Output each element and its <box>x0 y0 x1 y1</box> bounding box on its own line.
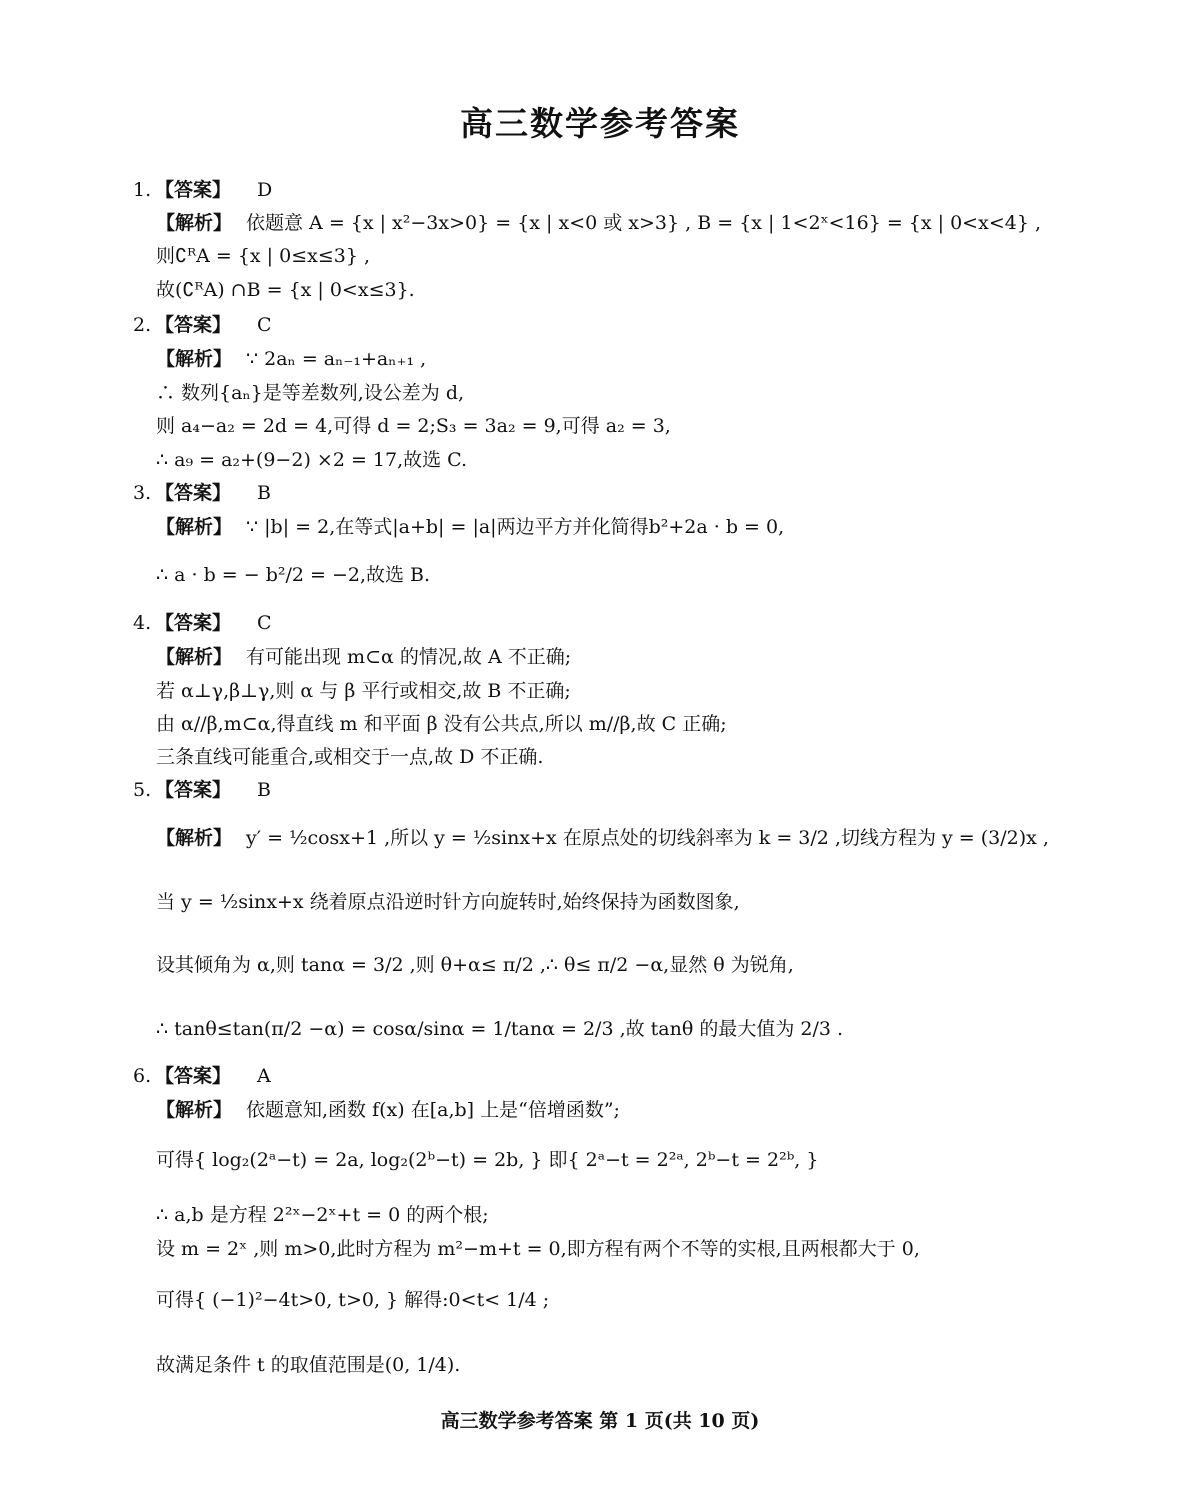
answer-value: D <box>257 179 273 201</box>
analysis-line: 可得{ log₂(2ᵃ−t) = 2a, log₂(2ᵇ−t) = 2b, } 即{ 2ᵃ−t = 2²ᵃ, 2ᵇ−t = 2²ᵇ, } <box>156 1149 819 1171</box>
answer-label: 【答案】 <box>155 612 232 634</box>
analysis-label: 【解析】 <box>156 827 233 849</box>
analysis-line <box>156 823 1049 850</box>
answer-label: 【答案】 <box>155 779 232 801</box>
analysis-label: 【解析】 <box>156 646 233 668</box>
analysis-line: 当 y = ½sinx+x 绕着原点沿逆时针方向旋转时,始终保持为函数图象, <box>156 891 740 913</box>
analysis-text: ∵ 2aₙ = aₙ₋₁+aₙ₊₁ , <box>246 348 427 370</box>
analysis-text: 依题意知,函数 f(x) 在[a,b] 上是“倍增函数”; <box>246 1099 620 1121</box>
question-header <box>133 478 271 505</box>
question-number: 1. <box>133 179 152 201</box>
analysis-line: 设其倾角为 α,则 tanα = 3/2 ,则 θ+α≤ π/2 ,∴ θ≤ π/2 −α,显然 θ 为锐角, <box>156 954 794 976</box>
question-number: 3. <box>133 482 152 504</box>
analysis-line: 三条直线可能重合,或相交于一点,故 D 不正确. <box>156 746 544 768</box>
analysis-line: ∴ 数列{aₙ}是等差数列,设公差为 d, <box>156 382 465 404</box>
analysis-line <box>156 208 1041 235</box>
analysis-label: 【解析】 <box>156 1099 233 1121</box>
analysis-line: ∴ a,b 是方程 2²ˣ−2ˣ+t = 0 的两个根; <box>156 1204 489 1226</box>
answer-label: 【答案】 <box>155 314 232 336</box>
answer-value: B <box>257 779 271 801</box>
analysis-line: 则 a₄−a₂ = 2d = 4,可得 d = 2;S₃ = 3a₂ = 9,可得 a₂ = 3, <box>156 415 671 437</box>
answer-label: 【答案】 <box>155 1065 232 1087</box>
answer-value: C <box>257 314 272 336</box>
page-footer: 高三数学参考答案 第 1 页(共 10 页) <box>440 1410 760 1432</box>
answer-label: 【答案】 <box>155 482 232 504</box>
analysis-line <box>156 1095 620 1122</box>
question-header <box>133 608 272 635</box>
question-header <box>133 175 272 202</box>
analysis-line: 设 m = 2ˣ ,则 m>0,此时方程为 m²−m+t = 0,即方程有两个不等的实根,且两根都大于 0, <box>156 1238 920 1260</box>
question-number: 6. <box>133 1065 152 1087</box>
analysis-line: 可得{ (−1)²−4t>0, t>0, } 解得:0<t< 1/4 ; <box>156 1289 550 1311</box>
analysis-line: 则∁ᴿA = {x | 0≤x≤3} , <box>156 245 371 267</box>
analysis-line: ∴ a₉ = a₂+(9−2) ×2 = 17,故选 C. <box>156 449 468 471</box>
answer-label: 【答案】 <box>155 179 232 201</box>
question-header <box>133 1061 271 1088</box>
analysis-line: 故(∁ᴿA) ∩B = {x | 0<x≤3}. <box>156 279 415 301</box>
analysis-line <box>156 344 426 371</box>
analysis-text: 依题意 A = {x | x²−3x>0} = {x | x<0 或 x>3} , B = {x | 1<2ˣ<16} = {x | 0<x<4} , <box>246 212 1041 234</box>
analysis-label: 【解析】 <box>156 212 233 234</box>
analysis-line: ∴ tanθ≤tan(π/2 −α) = cosα/sinα = 1/tanα = 2/3 ,故 tanθ 的最大值为 2/3 . <box>156 1018 844 1040</box>
analysis-line: 由 α//β,m⊂α,得直线 m 和平面 β 没有公共点,所以 m//β,故 C 正确; <box>156 713 727 735</box>
analysis-line: 若 α⊥γ,β⊥γ,则 α 与 β 平行或相交,故 B 不正确; <box>156 680 571 702</box>
question-number: 4. <box>133 612 152 634</box>
answer-value: C <box>257 612 272 634</box>
answer-value: A <box>257 1065 271 1087</box>
page-title: 高三数学参考答案 <box>460 104 740 143</box>
analysis-label: 【解析】 <box>156 348 233 370</box>
analysis-line <box>156 642 571 669</box>
question-header <box>133 310 272 337</box>
answer-value: B <box>257 482 271 504</box>
analysis-line: 故满足条件 t 的取值范围是(0, 1/4). <box>156 1354 461 1376</box>
analysis-text: 有可能出现 m⊂α 的情况,故 A 不正确; <box>246 646 572 668</box>
analysis-line: ∴ a · b = − b²/2 = −2,故选 B. <box>156 564 431 586</box>
analysis-text: y′ = ½cosx+1 ,所以 y = ½sinx+x 在原点处的切线斜率为 k = 3/2 ,切线方程为 y = (3/2)x , <box>246 827 1049 849</box>
question-number: 5. <box>133 779 152 801</box>
analysis-label: 【解析】 <box>156 516 233 538</box>
analysis-line <box>156 512 784 539</box>
question-header <box>133 775 271 802</box>
analysis-text: ∵ |b| = 2,在等式|a+b| = |a|两边平方并化简得b²+2a · b = 0, <box>246 516 785 538</box>
question-number: 2. <box>133 314 152 336</box>
